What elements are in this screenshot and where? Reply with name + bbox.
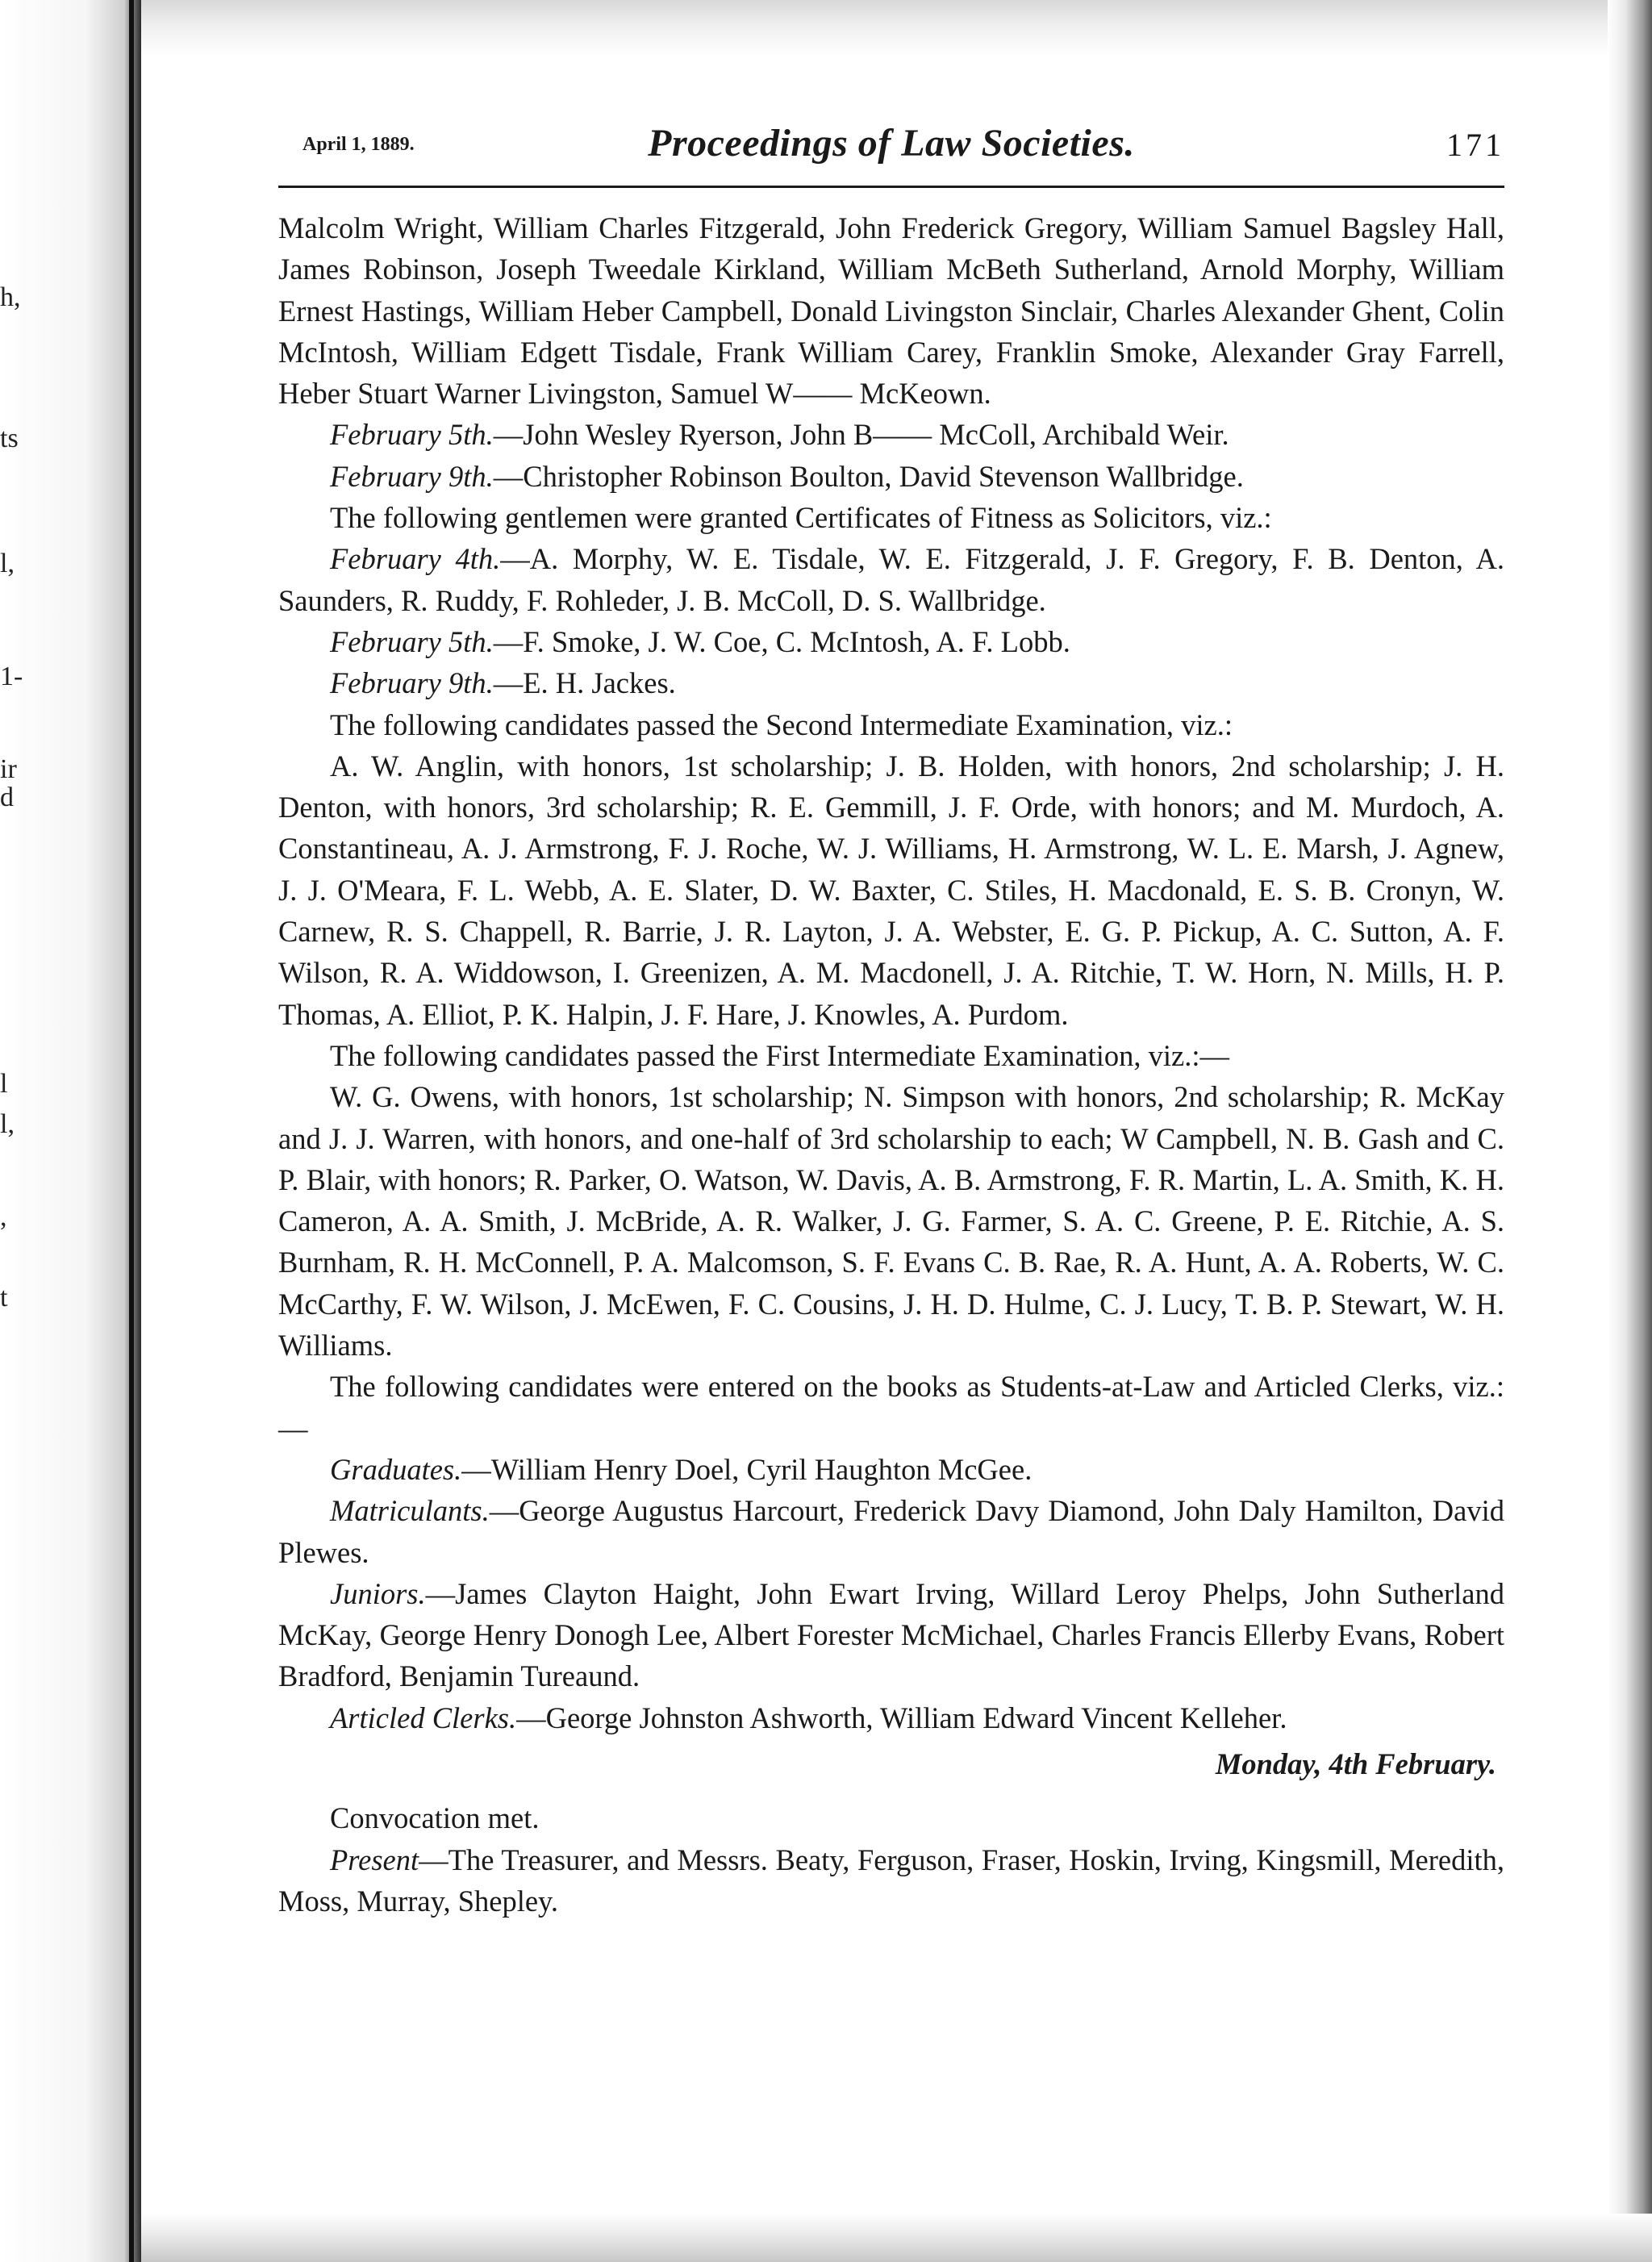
paragraph: The following gentlemen were granted Certificates of Fitness as Solicitors, viz.: <box>330 501 1272 535</box>
paragraph: Malcolm Wright, William Charles Fitzgerald, John Frederick Gregory, William Samuel Bagsley Hall, James Robinson, Joseph Tweedale Kirkland, William McBeth Sutherland, Arnold Morphy, William Ernest Hastings, William Heber Campbell, Donald Livingston Sinclair, Charles Alexander Ghent, Colin McIntosh, William Edgett Tisdale, Frank William Carey, Franklin Smoke, Alexander Gray Farrell, Heber Stuart Warner Livingston, Samuel W—— McKeown. <box>278 211 1504 411</box>
category-label: Present <box>330 1843 419 1876</box>
date-label: February 9th. <box>330 666 494 700</box>
margin-fragment: 1- <box>0 661 23 691</box>
scan-top-edge <box>141 0 1652 56</box>
category-label: Matriculants. <box>330 1494 490 1528</box>
paragraph: February 5th.—F. Smoke, J. W. Coe, C. McIntosh, A. F. Lobb. <box>330 624 1070 658</box>
paragraph: February 4th.—A. Morphy, W. E. Tisdale, W. E. Fitzgerald, J. F. Gregory, F. B. Denton, A. Saunders, R. Ruddy, F. Rohleder, J. B. McColl, D. S. Wallbridge. <box>278 542 1504 617</box>
margin-fragment: t <box>0 1283 8 1313</box>
margin-fragment: ir <box>0 754 17 784</box>
date-label: February 5th. <box>330 418 494 452</box>
page-gutter-shadow <box>129 0 134 2262</box>
paragraph: Convocation met. <box>330 1801 540 1835</box>
facing-page-margin <box>0 0 141 2262</box>
page-number: 171 <box>1446 127 1504 163</box>
scan-bottom-edge <box>141 2214 1652 2262</box>
issue-date: April 1, 1889. <box>302 134 415 155</box>
paragraph: February 9th.—E. H. Jackes. <box>330 666 676 700</box>
paragraph: Matriculants.—George Augustus Harcourt, Frederick Davy Diamond, John Daly Hamilton, David Plewes. <box>278 1494 1504 1569</box>
header-rule <box>278 186 1504 188</box>
margin-fragment: d <box>0 783 14 812</box>
date-label: February 9th. <box>330 459 494 493</box>
paragraph: February 9th.—Christopher Robinson Boulton, David Stevenson Wallbridge. <box>330 459 1244 493</box>
scan-right-edge <box>1608 0 1652 2262</box>
paragraph: W. G. Owens, with honors, 1st scholarship; N. Simpson with honors, 2nd scholarship; R. McKay and J. J. Warren, with honors, and one-half of 3rd scholarship to each; W Campbell, N. B. Gash and C. P. Blair, with honors; R. Parker, O. Watson, W. Davis, A. B. Armstrong, F. R. Martin, L. A. Smith, K. H. Cameron, A. A. Smith, J. McBride, A. R. Walker, J. G. Farmer, S. A. C. Greene, P. E. Ritchie, A. S. Burnham, R. H. McConnell, P. A. Malcomson, S. F. Evans C. B. Rae, R. A. Hunt, A. A. Roberts, W. C. McCarthy, F. W. Wilson, J. McEwen, F. C. Cousins, J. H. D. Hulme, C. J. Lucy, T. B. P. Stewart, W. H. Williams. <box>278 1080 1504 1363</box>
date-label: February 4th. <box>330 542 501 576</box>
running-header <box>278 121 1504 177</box>
paragraph: Juniors.—James Clayton Haight, John Ewart Irving, Willard Leroy Phelps, John Sutherland McKay, George Henry Donogh Lee, Albert Forester McMichael, Charles Francis Ellerby Evans, Robert Bradford, Benjamin Tureaund. <box>278 1576 1504 1693</box>
paragraph: Present—The Treasurer, and Messrs. Beaty, Ferguson, Fraser, Hoskin, Irving, Kingsmill, Meredith, Moss, Murray, Shepley. <box>278 1843 1504 1918</box>
paragraph: February 5th.—John Wesley Ryerson, John B—— McColl, Archibald Weir. <box>330 418 1229 452</box>
category-label: Graduates. <box>330 1452 462 1486</box>
margin-fragment: l <box>0 1069 8 1099</box>
paragraph: A. W. Anglin, with honors, 1st scholarship; J. B. Holden, with honors, 2nd scholarship; J. H. Denton, with honors, 3rd scholarship; R. E. Gemmill, J. F. Orde, with honors; and M. Murdoch, A. Constantineau, A. J. Armstrong, F. J. Roche, W. J. Williams, H. Armstrong, W. L. E. Marsh, J. Agnew, J. J. O'Meara, F. L. Webb, A. E. Slater, D. W. Baxter, C. Stiles, H. Macdonald, E. S. B. Cronyn, W. Carnew, R. S. Chappell, R. Barrie, J. R. Layton, J. A. Webster, E. G. P. Pickup, A. C. Sutton, A. F. Wilson, R. A. Widdowson, I. Greenizen, A. M. Macdonell, J. A. Ritchie, T. W. Horn, N. Mills, H. P. Thomas, A. Elliot, P. K. Halpin, J. F. Hare, J. Knowles, A. Purdom. <box>278 749 1504 1031</box>
section-date: Monday, 4th February. <box>1215 1747 1496 1780</box>
paragraph: Graduates.—William Henry Doel, Cyril Haughton McGee. <box>330 1452 1032 1486</box>
margin-fragment: ts <box>0 424 19 453</box>
paragraph: The following candidates passed the First Intermediate Examination, viz.:— <box>330 1038 1229 1072</box>
category-label: Articled Clerks. <box>330 1701 517 1734</box>
paragraph: The following candidates were entered on the books as Students-at-Law and Articled Clerks, viz.:— <box>278 1370 1504 1445</box>
journal-title: Proceedings of Law Societies. <box>648 122 1135 165</box>
category-label: Juniors. <box>330 1576 426 1610</box>
margin-fragment: l, <box>0 1109 15 1139</box>
paragraph: Articled Clerks.—George Johnston Ashworth, William Edward Vincent Kelleher. <box>330 1701 1287 1734</box>
margin-fragment: h, <box>0 282 21 312</box>
margin-fragment: l, <box>0 549 15 578</box>
page-content <box>278 121 1504 1922</box>
article-body <box>278 207 1504 1922</box>
margin-fragment: , <box>0 1202 7 1232</box>
paragraph: The following candidates passed the Second Intermediate Examination, viz.: <box>330 707 1233 741</box>
date-label: February 5th. <box>330 624 494 658</box>
